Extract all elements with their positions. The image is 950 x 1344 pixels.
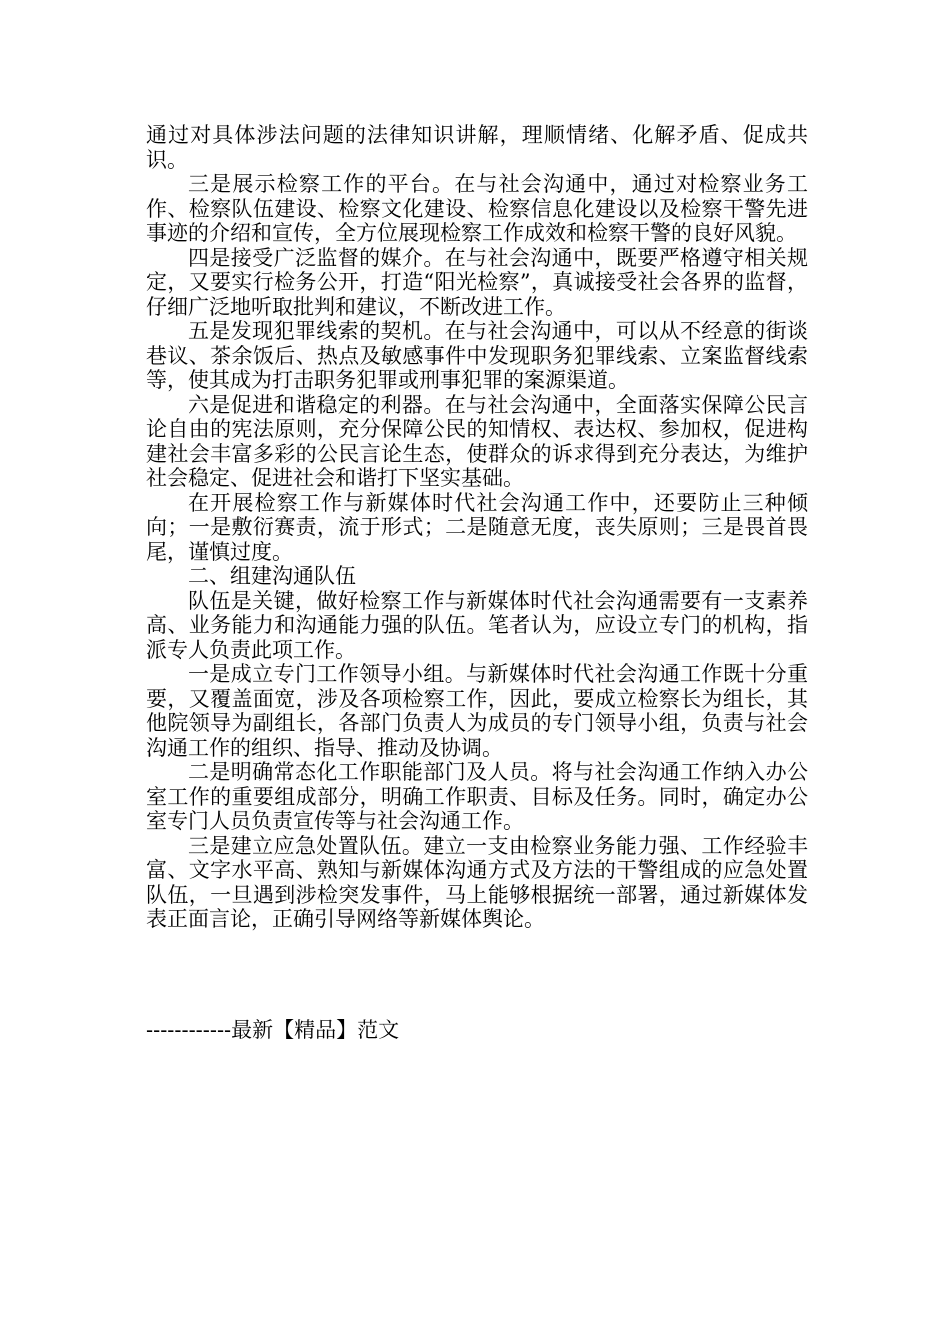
document-body xyxy=(146,123,808,932)
paragraph-leadership-group: 一是成立专门工作领导小组。与新媒体时代社会沟通工作既十分重要，又覆盖面宽，涉及各项检察工作，因此，要成立检察长为组长，其他院领导为副组长，各部门负责人为成员的专门领导小组，负责与社会沟通工作的组织、指导、推动及协调。 xyxy=(146,662,808,760)
section-heading: 二、组建沟通队伍 xyxy=(188,564,356,588)
paragraph-supervision-medium: 四是接受广泛监督的媒介。在与社会沟通中，既要严格遵守相关规定，又要实行检务公开，打造“阳光检察”，真诚接受社会各界的监督，仔细广泛地听取批判和建议，不断改进工作。 xyxy=(146,245,808,319)
paragraph-team-key: 队伍是关键，做好检察工作与新媒体时代社会沟通需要有一支素养高、业务能力和沟通能力强的队伍。笔者认为，应设立专门的机构，指派专人负责此项工作。 xyxy=(146,588,808,662)
paragraph-emergency-team: 三是建立应急处置队伍。建立一支由检察业务能力强、工作经验丰富、文字水平高、熟知与新媒体沟通方式及方法的干警组成的应急处置队伍，一旦遇到涉检突发事件，马上能够根据统一部署，通过新媒体发表正面言论，正确引导网络等新媒体舆论。 xyxy=(146,833,808,931)
footer-label: ------------最新【精品】范文 xyxy=(146,1018,400,1042)
paragraph-harmony-stability: 六是促进和谐稳定的利器。在与社会沟通中，全面落实保障公民言论自由的宪法原则，充分保障公民的知情权、表达权、参加权，促进构建社会丰富多彩的公民言论生态，使群众的诉求得到充分表达，为维护社会稳定、促进社会和谐打下坚实基础。 xyxy=(146,392,808,490)
paragraph-continuation: 通过对具体涉法问题的法律知识讲解，理顺情绪、化解矛盾、促成共识。 xyxy=(146,123,808,172)
paragraph-prosecution-platform: 三是展示检察工作的平台。在与社会沟通中，通过对检察业务工作、检察队伍建设、检察文化建设、检察信息化建设以及检察干警先进事迹的介绍和宣传，全方位展现检察工作成效和检察干警的良好风貌。 xyxy=(146,172,808,245)
paragraph-functional-department: 二是明确常态化工作职能部门及人员。将与社会沟通工作纳入办公室工作的重要组成部分，明确工作职责、目标及任务。同时，确定办公室专门人员负责宣传等与社会沟通工作。 xyxy=(146,760,808,833)
paragraph-three-tendencies: 在开展检察工作与新媒体时代社会沟通工作中，还要防止三种倾向；一是敷衍赛责，流于形式；二是随意无度，丧失原则；三是畏首畏尾，谨慎过度。 xyxy=(146,490,808,564)
paragraph-crime-clues: 五是发现犯罪线索的契机。在与社会沟通中，可以从不经意的街谈巷议、茶余饭后、热点及敏感事件中发现职务犯罪线索、立案监督线索等，使其成为打击职务犯罪或刑事犯罪的案源渠道。 xyxy=(146,319,808,392)
